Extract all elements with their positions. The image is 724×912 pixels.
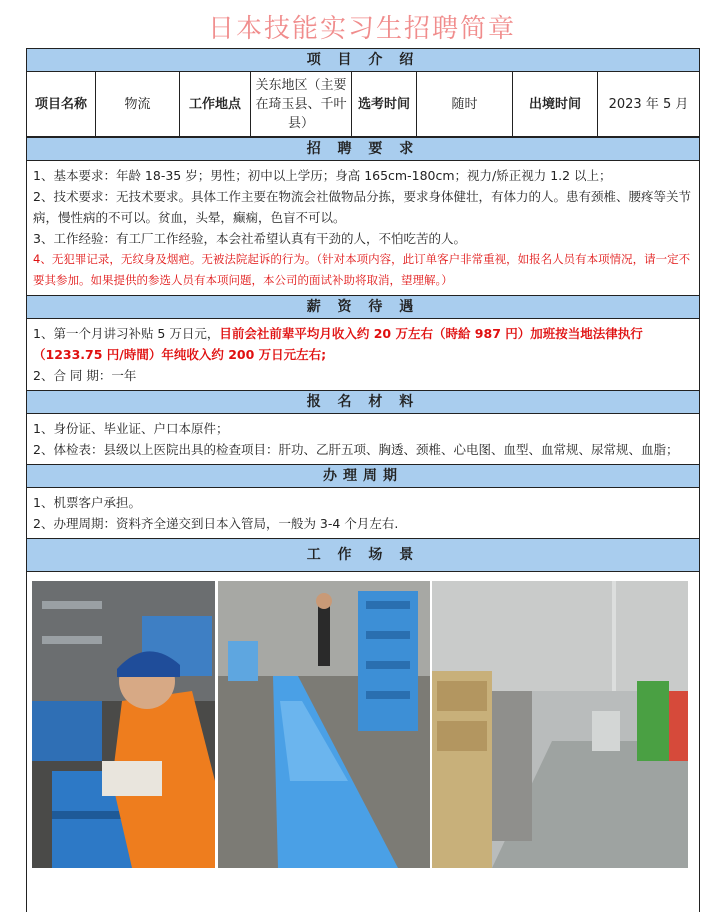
selection-time-label: 选考时间 bbox=[352, 72, 417, 136]
requirement-item-4 bbox=[33, 249, 693, 291]
requirement-item: 1、基本要求：年龄 18-35 岁；男性；初中以上学历；身高 165cm-180cm；视力/矫正视力 1.2 以上； bbox=[33, 168, 612, 183]
worker-photo bbox=[32, 581, 215, 868]
requirement-item: 2、技术要求：无技术要求。具体工作主要在物流会社做物品分拣，要求身体健壮，有体力的人。患有颈椎、腰疼等关节病，慢性病的不可以。贫血，头晕，癫痫，色盲不可以。 bbox=[33, 189, 691, 225]
project-name-label: 项目名称 bbox=[27, 72, 96, 136]
period-item: 1、机票客户承担。 bbox=[33, 495, 141, 510]
section-header-scene: 工 作 场 景 bbox=[27, 538, 699, 572]
page-title: 日本技能实习生招聘简章 bbox=[207, 14, 516, 44]
period-body bbox=[27, 488, 699, 538]
salary-line-2: 2、合 同 期：一年 bbox=[33, 368, 137, 383]
section-header-period: 办理周期 bbox=[27, 464, 699, 488]
salary-body bbox=[27, 319, 699, 390]
section-header-project: 项 目 介 绍 bbox=[27, 48, 699, 72]
requirement-4-note: （针对本项内容，此订单客户非常重视，如报名人员有本项情况，请一定不要其参加。如果提供的参选人员有本项问题，本公司的面试补助将取消，望理解。） bbox=[33, 252, 691, 287]
location-value: 关东地区（主要在琦玉县、千叶县） bbox=[251, 72, 352, 136]
crates-photo bbox=[218, 581, 430, 868]
requirements-body bbox=[27, 161, 699, 295]
section-header-requirements: 招 聘 要 求 bbox=[27, 137, 699, 161]
period-item: 2、办理周期：资料齐全递交到日本入管局，一般为 3-4 个月左右. bbox=[33, 516, 399, 531]
project-name-value: 物流 bbox=[96, 72, 180, 136]
project-info-row bbox=[27, 72, 699, 137]
section-header-salary: 薪 资 待 遇 bbox=[27, 295, 699, 319]
location-label: 工作地点 bbox=[180, 72, 251, 136]
salary-highlight: 目前会社前辈平均月收入约 20 万左右（時給 987 円）加班按当地法律执行（1233.75 円/時間）年纯收入约 200 万日元左右; bbox=[33, 326, 643, 362]
material-item: 2、体检表：县级以上医院出具的检查项目：肝功、乙肝五项、胸透、颈椎、心电图、血型、血常规、尿常规、血脂； bbox=[33, 442, 679, 457]
warehouse-photo bbox=[432, 581, 688, 868]
salary-allowance: 1、第一个月讲习补贴 5 万日元， bbox=[33, 326, 220, 341]
requirement-item: 3、工作经验：有工厂工作经验，本会社希望认真有干劲的人，不怕吃苦的人。 bbox=[33, 231, 466, 246]
work-scene-photos bbox=[32, 581, 688, 868]
departure-time-value: 2023 年 5 月 bbox=[608, 96, 689, 112]
section-header-materials: 报 名 材 料 bbox=[27, 390, 699, 414]
requirement-4-text: 4、无犯罪记录，无纹身及烟疤。无被法院起诉的行为。 bbox=[33, 252, 317, 266]
materials-body bbox=[27, 414, 699, 464]
selection-time-value: 随时 bbox=[417, 72, 513, 136]
departure-time-label: 出境时间 bbox=[513, 72, 598, 136]
material-item: 1、身份证、毕业证、户口本原件； bbox=[33, 421, 229, 436]
salary-line-1 bbox=[33, 323, 693, 365]
